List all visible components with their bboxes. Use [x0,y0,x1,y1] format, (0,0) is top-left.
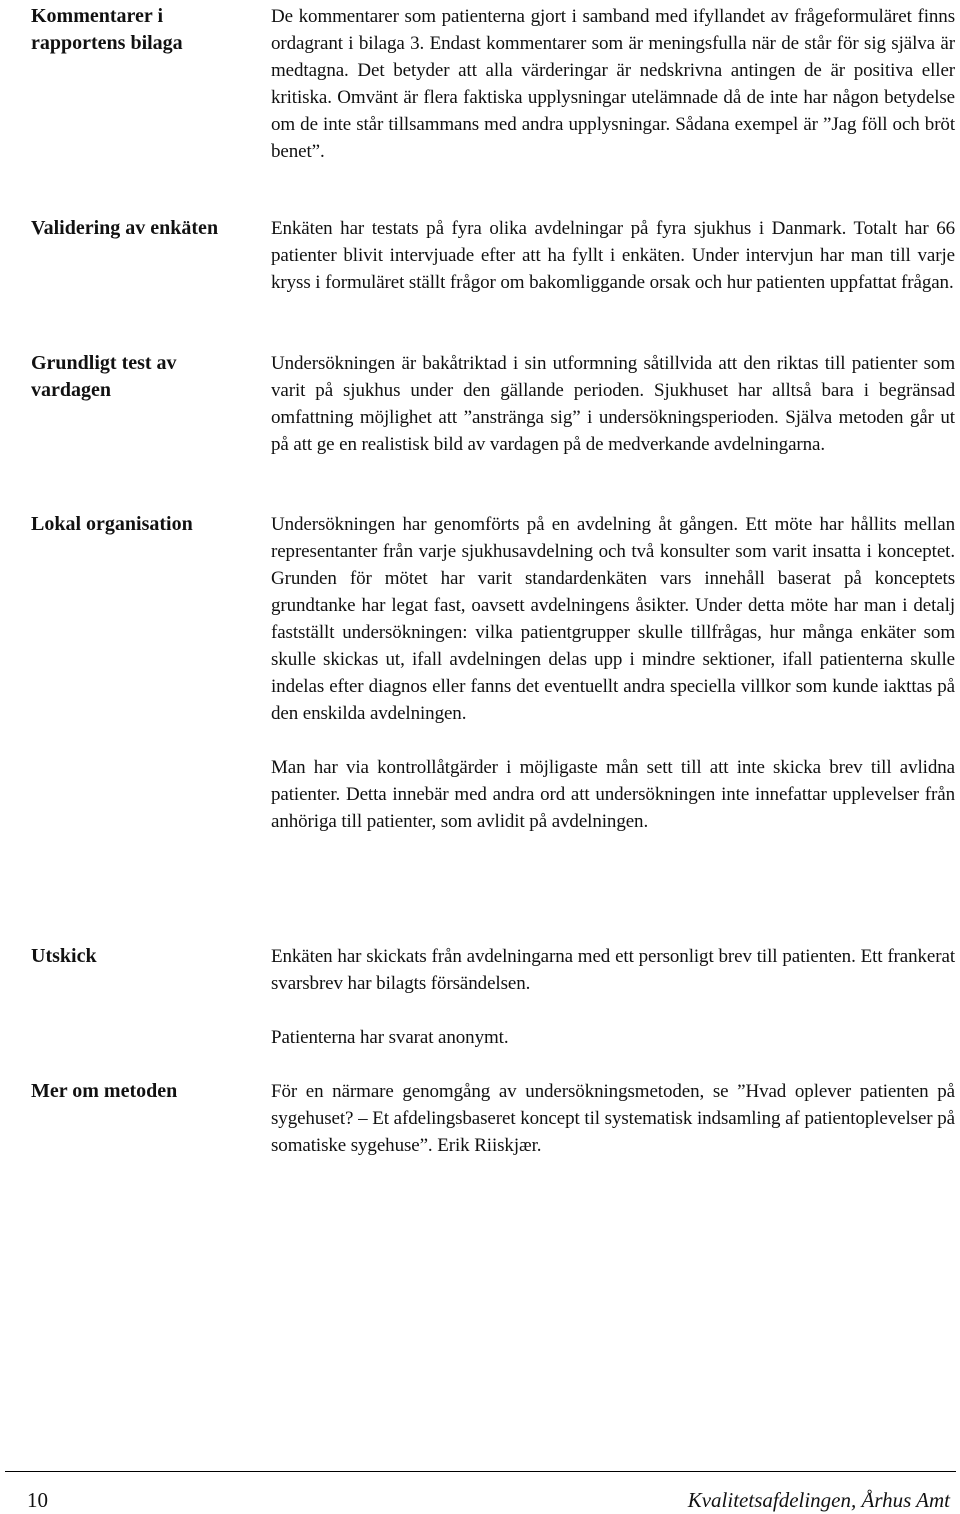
section-heading: Kommentarer i rapportens bilaga [31,5,183,54]
footer-organization: Kvalitetsafdelingen, Århus Amt [687,1488,950,1512]
paragraph: Undersökningen har genomförts på en avdelning åt gången. Ett möte har hållits mellan representanter från varje sjukhusavdelning och två konsulter som varit insatta i konceptet. Grunden för mötet har varit standardenkäten vars innehåll baserat på konceptets grundtanke har legat fast, oavsett avdelningens åsikter. Under detta möte har man i detalj fastställt undersökningen: vilka patientgrupper skulle tillfrågas, hur många enkäter som skulle skickas ut, ifall avdelningen delas upp i mindre sektioner, ifall patienterna skulle indelas efter diagnos eller fanns det eventuellt andra speciella villkor som kunde iakttas på den enskilda avdelningen. [271,514,955,724]
section-body [271,943,955,1051]
section-heading: Utskick [31,945,97,967]
section-heading: Lokal organisation [31,513,193,535]
section-body [271,511,955,835]
section-body [271,1078,955,1159]
section-body [271,3,955,165]
page-number: 10 [27,1488,48,1512]
section-heading: Grundligt test av vardagen [31,352,177,401]
section-heading: Mer om metoden [31,1080,178,1102]
paragraph: Enkäten har testats på fyra olika avdelningar på fyra sjukhus i Danmark. Totalt har 66 patienter blivit intervjuade efter att ha fyllt i enkäten. Under intervjun har man till varje kryss i formuläret ställt frågor om bakomliggande orsak och hur patienten uppfattat frågan. [271,218,955,293]
section-body [271,350,955,458]
paragraph: De kommentarer som patienterna gjort i samband med ifyllandet av frågeformuläret finns ordagrant i bilaga 3. Endast kommentarer som är meningsfulla när de står för sig själva är medtagna. Det betyder att alla värderingar är nedskrivna antingen de är positiva eller kritiska. Omvänt är flera faktiska upplysningar utelämnade då de inte har någon betydelse om de inte står tillsammans med andra upplysningar. Sådana exempel är ”Jag föll och bröt benet”. [271,6,955,162]
paragraph: Patienterna har svarat anonymt. [271,1027,509,1048]
section-body [271,215,955,296]
paragraph: Enkäten har skickats från avdelningarna med ett personligt brev till patienten. Ett frankerat svarsbrev har bilagts försändelsen. [271,946,955,994]
paragraph: Man har via kontrollåtgärder i möjligaste mån sett till att inte skicka brev till avlidna patienter. Detta innebär med andra ord att undersökningen inte innefattar upplevelser från anhöriga till patienter, som avlidit på avdelningen. [271,757,955,832]
section-heading: Validering av enkäten [31,217,219,239]
paragraph: För en närmare genomgång av undersökningsmetoden, se ”Hvad oplever patienten på sygehuset? – Et afdelingsbaseret koncept til systematisk indsamling af patientoplevelser på somatiske sygehuse”. Erik Riiskjær. [271,1081,955,1156]
footer-divider [5,1471,956,1472]
paragraph: Undersökningen är bakåtriktad i sin utformning såtillvida att den riktas till patienter som varit på sjukhus under den gällande perioden. Sjukhuset har alltså bara i begränsad omfattning möjlighet att ”anstränga sig” i undersökningsperioden. Själva metoden går ut på att ge en realistisk bild av vardagen på de medverkande avdelningarna. [271,353,955,455]
